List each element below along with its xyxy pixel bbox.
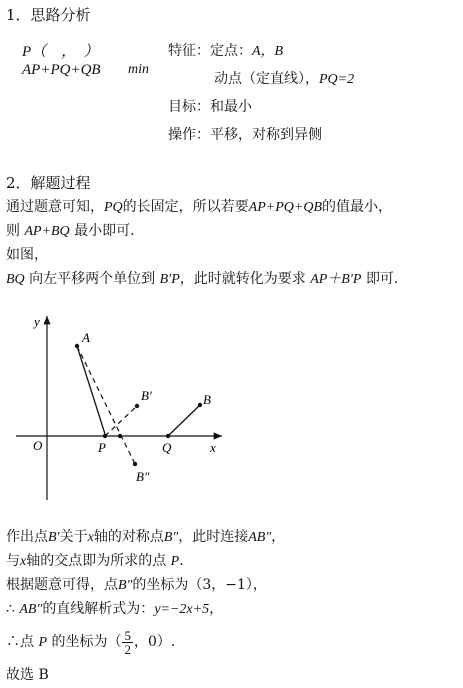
math-bpp: B″ bbox=[163, 530, 179, 545]
section2-line4 bbox=[6, 268, 398, 288]
fraction-five-halves bbox=[122, 629, 133, 656]
section2-line2 bbox=[6, 220, 135, 240]
math-p: P bbox=[38, 635, 48, 650]
label-x: x bbox=[210, 440, 216, 455]
label-o: O bbox=[33, 438, 43, 453]
operation-row bbox=[168, 124, 322, 144]
math-abpp: AB″ bbox=[248, 530, 272, 545]
text-segment: 即可. bbox=[365, 271, 399, 287]
text-segment: 轴的交点即为所求的点 bbox=[26, 553, 167, 569]
math-pq: PQ bbox=[104, 200, 123, 215]
formula-sum: AP+PQ+QB bbox=[22, 62, 101, 78]
segment-ap bbox=[77, 346, 105, 434]
text-segment: 通过题意可知， bbox=[6, 199, 104, 215]
point-bp bbox=[135, 404, 139, 408]
label-a: A bbox=[82, 330, 90, 345]
math-bp: B′ bbox=[48, 530, 60, 545]
text-segment: ∴点 bbox=[6, 634, 34, 650]
coordinate-diagram bbox=[0, 300, 240, 510]
math-bp: B′P bbox=[159, 272, 180, 287]
text-segment: 与 bbox=[6, 553, 20, 569]
fraction-denominator: 2 bbox=[124, 641, 131, 657]
label-bpp: B″ bbox=[136, 469, 150, 484]
point-p bbox=[103, 434, 107, 438]
section3-line5 bbox=[6, 622, 175, 662]
segment-qb bbox=[168, 405, 200, 436]
point-a bbox=[75, 344, 79, 348]
section2-line3: 如图， bbox=[6, 247, 48, 263]
section3-line1 bbox=[6, 526, 285, 546]
section3-line6: 故选 B bbox=[6, 667, 49, 683]
fixed-points-label: 定点： bbox=[210, 43, 252, 59]
text-segment: 则 bbox=[6, 223, 20, 239]
label-b: B bbox=[203, 392, 211, 407]
section3-line3 bbox=[6, 574, 267, 594]
math-expr: AP+PQ+QB bbox=[248, 200, 322, 215]
goal-value: 和最小 bbox=[210, 99, 252, 115]
text-segment: 关于 bbox=[59, 529, 88, 545]
moving-points-row bbox=[214, 68, 354, 88]
goal-label: 目标： bbox=[168, 99, 210, 115]
label-y: y bbox=[34, 314, 40, 329]
formula-min: min bbox=[128, 62, 149, 77]
fixed-points-value: A，B bbox=[252, 44, 284, 59]
text-segment: 最小即可. bbox=[74, 223, 135, 239]
section3-line2 bbox=[6, 550, 184, 570]
text-segment: 的坐标为（3，−1）， bbox=[132, 577, 267, 593]
text-segment: 的值最小， bbox=[322, 199, 392, 215]
pq-value: PQ=2 bbox=[319, 72, 355, 87]
label-q: Q bbox=[162, 440, 172, 455]
math-expr: AP+BQ bbox=[24, 224, 70, 239]
label-bp: B′ bbox=[141, 388, 152, 403]
section1-heading: 1．思路分析 bbox=[6, 6, 91, 24]
segment-pbp bbox=[105, 406, 137, 436]
fraction-numerator: 5 bbox=[124, 627, 131, 643]
point-q bbox=[166, 434, 170, 438]
section2-line1 bbox=[6, 196, 392, 216]
text-segment: ∴ bbox=[6, 601, 15, 617]
operation-value: 平移，对称到异侧 bbox=[210, 127, 322, 143]
section3-line4 bbox=[6, 598, 223, 618]
point-b bbox=[198, 403, 202, 407]
math-bq: BQ bbox=[6, 272, 25, 287]
math-abpp: AB″ bbox=[19, 602, 43, 617]
math-p: P bbox=[170, 554, 180, 569]
text-segment: ，此时连接 bbox=[178, 529, 249, 545]
text-segment: . bbox=[179, 553, 184, 569]
moving-points-label: 动点（定直线）， bbox=[214, 71, 319, 87]
text-segment: 根据题意可得，点 bbox=[6, 577, 118, 593]
text-segment: 的直线解析式为： bbox=[42, 601, 155, 617]
segment-abpp bbox=[77, 346, 135, 464]
text-segment: 的长固定，所以若要 bbox=[122, 199, 249, 215]
math-x: x bbox=[20, 554, 27, 569]
text-segment: 的坐标为（ bbox=[51, 634, 122, 650]
formula-p-coords: P（ ， ） bbox=[22, 44, 99, 60]
label-p: P bbox=[98, 440, 106, 455]
text-segment: ，此时就转化为要求 bbox=[179, 271, 306, 287]
section2-heading: 2．解题过程 bbox=[6, 174, 91, 192]
text-segment: ，0）. bbox=[133, 634, 176, 650]
goal-row bbox=[168, 96, 252, 116]
math-bpp: B″ bbox=[118, 578, 133, 593]
math-line-equation: y=−2x+5 bbox=[154, 602, 210, 617]
math-x: x bbox=[87, 530, 94, 545]
text-segment: ， bbox=[271, 529, 286, 545]
text-segment: 向左平移两个单位到 bbox=[29, 271, 156, 287]
text-segment: ， bbox=[209, 601, 224, 617]
point-intersection bbox=[118, 434, 122, 438]
feature-row bbox=[168, 40, 283, 60]
math-expr: AP＋B′P bbox=[310, 272, 362, 287]
point-bpp bbox=[133, 462, 137, 466]
text-segment: 作出点 bbox=[6, 529, 48, 545]
feature-label: 特征： bbox=[168, 43, 210, 59]
text-segment: 轴的对称点 bbox=[93, 529, 164, 545]
operation-label: 操作： bbox=[168, 127, 210, 143]
